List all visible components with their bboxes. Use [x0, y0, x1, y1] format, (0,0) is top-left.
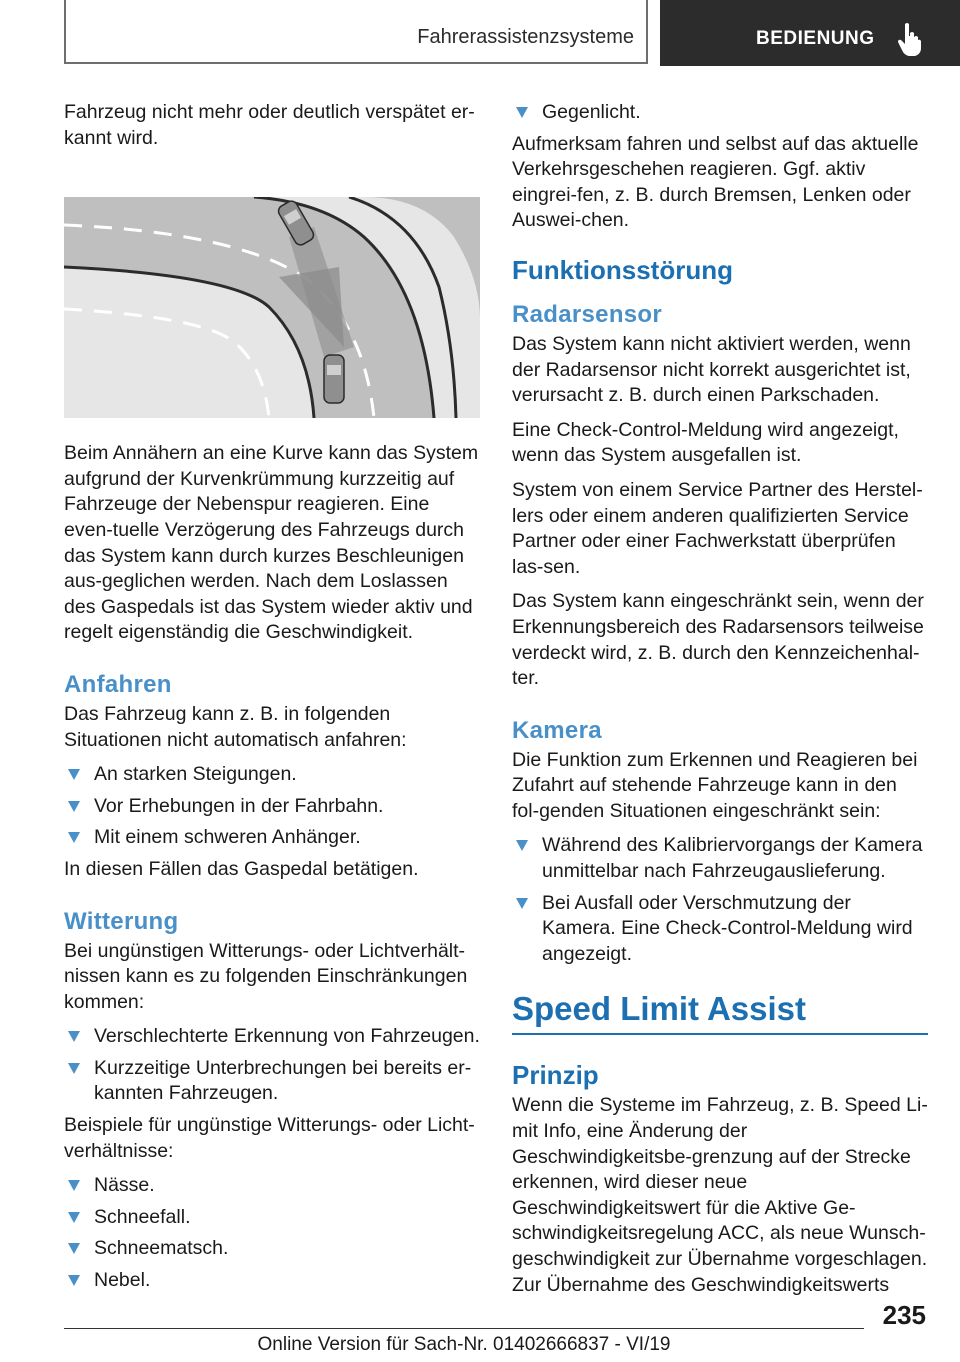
list-item: Schneematsch. [64, 1236, 480, 1262]
heading-anfahren: Anfahren [64, 670, 172, 698]
left-column [64, 100, 480, 1300]
triangle-bullet-icon [68, 1063, 80, 1074]
triangle-bullet-icon [68, 801, 80, 812]
triangle-bullet-icon [68, 832, 80, 843]
right-column [512, 100, 928, 1307]
witterung-text: Bei ungünstigen Witterungs- oder Lichtverhält-nissen kann es zu folgenden Einschränkungen kommen: [64, 939, 468, 1013]
witterung-list [64, 1024, 480, 1107]
triangle-bullet-icon [68, 1180, 80, 1191]
triangle-bullet-icon [516, 898, 528, 909]
triangle-bullet-icon [68, 1243, 80, 1254]
kamera-list [512, 833, 928, 967]
list-item: Gegenlicht. [512, 100, 928, 126]
anfahren-list [64, 762, 480, 851]
curve-illustration [64, 197, 480, 418]
triangle-bullet-icon [516, 840, 528, 851]
triangle-bullet-icon [68, 1031, 80, 1042]
radar-text-2: Eine Check-Control-Meldung wird angezeigt, wenn das System ausgefallen ist. [512, 418, 899, 467]
page-number: 235 [882, 1300, 926, 1330]
triangle-bullet-icon [68, 769, 80, 780]
list-item: Vor Erhebungen in der Fahrbahn. [64, 794, 480, 820]
list-item: Während des Kalibriervorgangs der Kamera unmittelbar nach Fahrzeugauslieferung. [512, 833, 928, 884]
pointing-hand-icon [896, 22, 922, 56]
list-item: Verschlechterte Erkennung von Fahrzeugen. [64, 1024, 480, 1050]
witterung-examples [64, 1173, 480, 1293]
list-item: Kurzzeitige Unterbrechungen bei bereits er-kannten Fahrzeugen. [64, 1056, 480, 1107]
anfahren-after: In diesen Fällen das Gaspedal betätigen. [64, 857, 419, 880]
heading-funktionsstoerung: Funktionsstörung [512, 254, 733, 285]
anfahren-text: Das Fahrzeug kann z. B. in folgenden Situationen nicht automatisch anfahren: [64, 702, 407, 751]
list-item: Nebel. [64, 1268, 480, 1294]
heading-witterung: Witterung [64, 907, 179, 935]
kamera-text: Die Funktion zum Erkennen und Reagieren bei Zufahrt auf stehende Fahrzeuge kann in den fol-genden Situationen eingeschränkt sein: [512, 748, 918, 822]
heading-radarsensor: Radarsensor [512, 300, 663, 328]
intro-text: Fahrzeug nicht mehr oder deutlich verspätet er-kannt wird. [64, 101, 475, 149]
triangle-bullet-icon [516, 107, 528, 118]
triangle-bullet-icon [68, 1212, 80, 1223]
section-title: Fahrerassistenzsysteme [417, 26, 634, 48]
chapter-label: BEDIENUNG [756, 28, 875, 49]
triangle-bullet-icon [68, 1275, 80, 1286]
top-text: Aufmerksam fahren und selbst auf das aktuelle Verkehrsgeschehen reagieren. Ggf. aktiv eingrei-fen, z. B. durch Bremsen, Lenken oder Auswei-chen. [512, 132, 919, 232]
radar-text-1: Das System kann nicht aktiviert werden, wenn der Radarsensor nicht korrekt ausgerichtet ist, verursacht z. B. durch einen Parkschaden. [512, 332, 911, 407]
radar-text-4: Das System kann eingeschränkt sein, wenn der Erkennungsbereich des Radarsensors teilweise verdeckt wird, z. B. durch den Kennzeichenhal-ter. [512, 590, 924, 690]
list-item: Nässe. [64, 1173, 480, 1199]
footer-text: Online Version für Sach-Nr. 01402666837 - VI/19 [257, 1334, 671, 1355]
list-item: Schneefall. [64, 1205, 480, 1231]
footer-divider [64, 1328, 864, 1329]
top-list [512, 100, 928, 126]
list-item: Mit einem schweren Anhänger. [64, 825, 480, 851]
list-item: Bei Ausfall oder Verschmutzung der Kamera. Eine Check-Control-Meldung wird angezeigt. [512, 891, 928, 968]
figure-caption: Beim Annähern an eine Kurve kann das System aufgrund der Kurvenkrümmung kurzzeitig auf Fahrzeuge der Nebenspur reagieren. Eine even-tuelle Verzögerung des Fahrzeugs durch das System kann durch kurzes Beschleunigen aus-geglichen werden. Nach dem Loslassen des Gaspedals ist das System wieder aktiv und regelt eigenständig die Geschwindigkeit. [64, 442, 479, 644]
heading-speed-limit-assist: Speed Limit Assist [512, 989, 928, 1035]
page-header [0, 0, 960, 66]
witterung-after: Beispiele für ungünstige Witterungs- oder Licht-verhältnisse: [64, 1114, 475, 1162]
chapter-tab [660, 0, 960, 66]
heading-kamera: Kamera [512, 716, 602, 744]
radar-text-3: System von einem Service Partner des Herstel-lers oder einem anderen qualifizierten Service Partner oder einer Fachwerkstatt überprüfen las-sen. [512, 478, 923, 578]
prinzip-text: Wenn die Systeme im Fahrzeug, z. B. Speed Li-mit Info, eine Änderung der Geschwindigkeitsbe-grenzung auf der Strecke erkennen, wird dieser neue Geschwindigkeitswert für die Aktive Ge-schwindigkeitsregelung ACC, als neue Wunsch-geschwindigkeit zur Übernahme vorgeschlagen. Zur Übernahme des Geschwindigkeitswerts [512, 1094, 928, 1296]
list-item: An starken Steigungen. [64, 762, 480, 788]
heading-prinzip: Prinzip [512, 1060, 599, 1091]
